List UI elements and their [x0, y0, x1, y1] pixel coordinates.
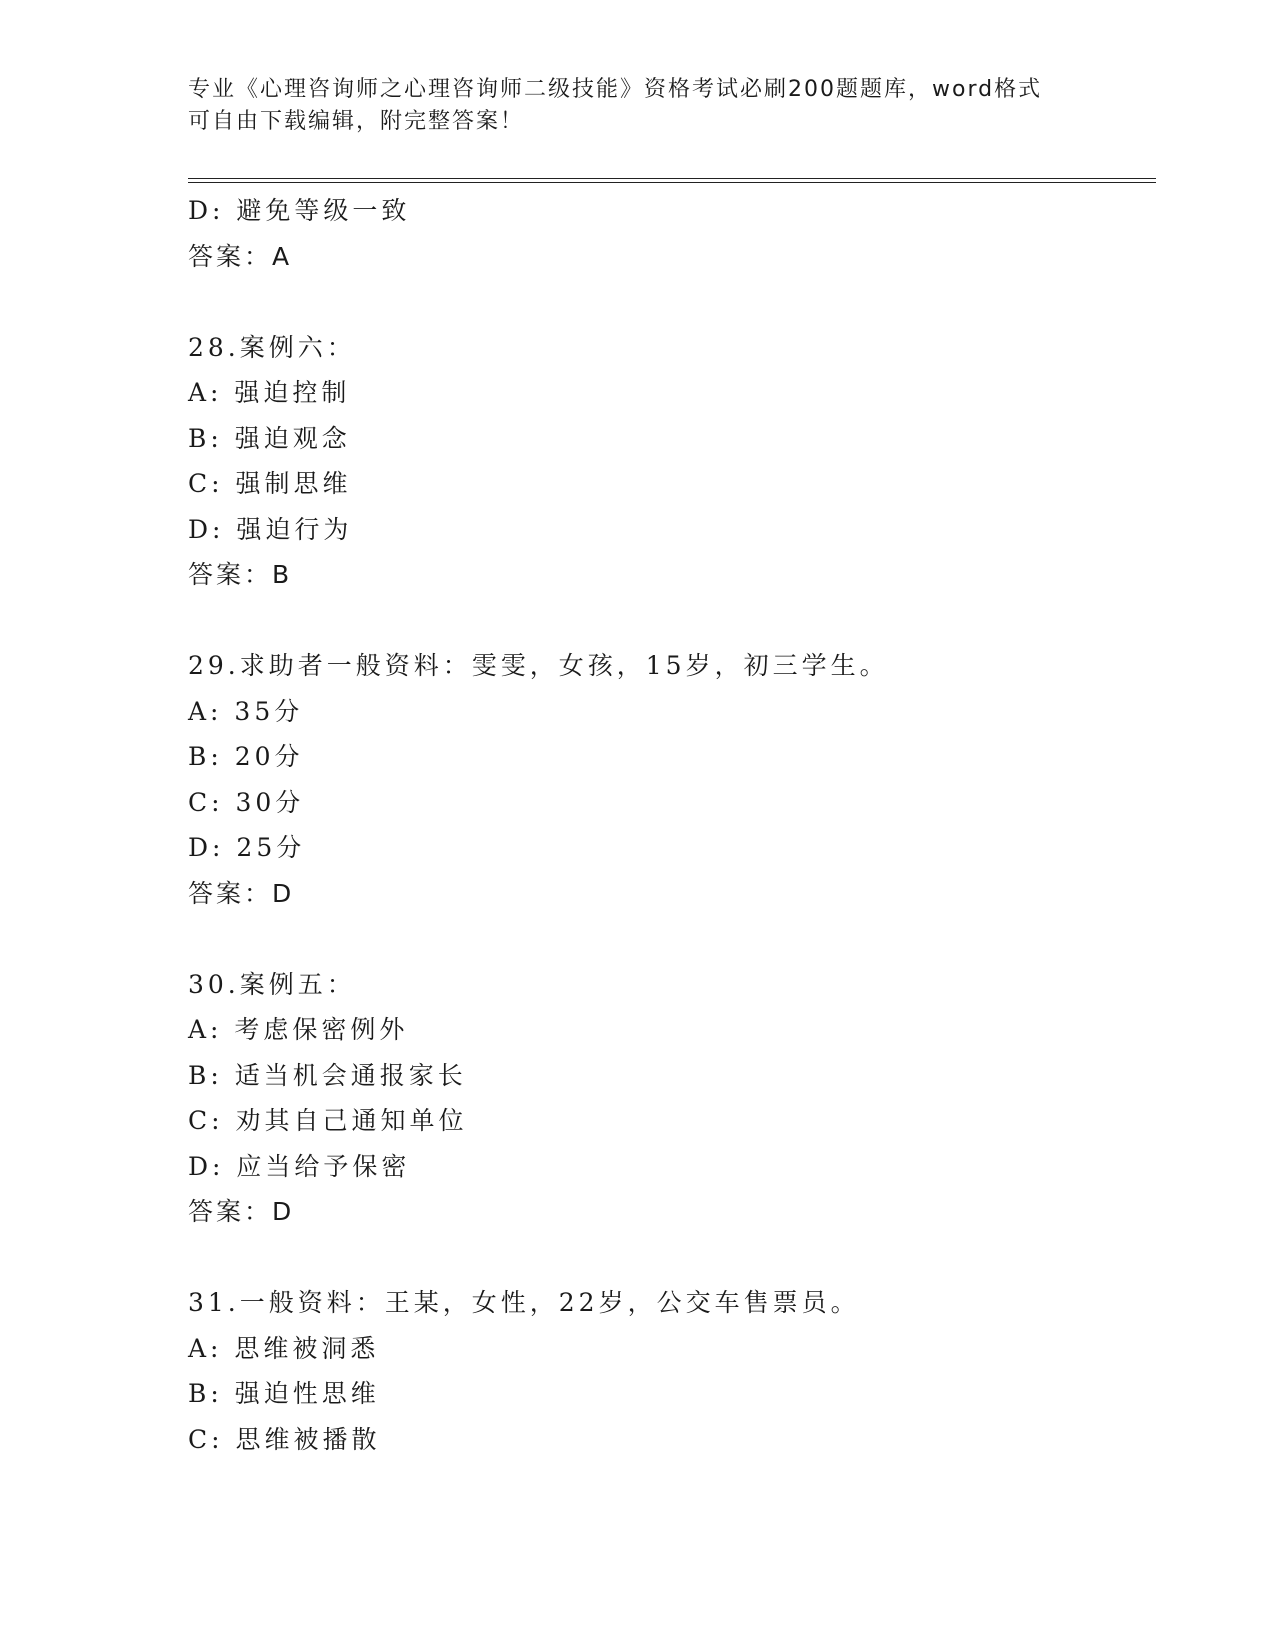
question-30-stem: 30.案例五： — [188, 969, 356, 999]
spacer — [188, 916, 1148, 962]
question-30-answer: 答案：D — [188, 1197, 295, 1226]
question-29-option-c: C: 30分 — [188, 787, 305, 817]
question-31-option-c: C: 思维被播散 — [188, 1424, 381, 1454]
question-29-stem: 29.求助者一般资料：雯雯，女孩，15岁，初三学生。 — [188, 651, 889, 680]
header-rule-top — [188, 178, 1156, 179]
question-28-option-b: B: 强迫观念 — [188, 423, 351, 453]
question-28-option-d: D: 强迫行为 — [188, 514, 353, 544]
question-28-option-a: A: 强迫控制 — [188, 378, 351, 407]
header-title-line-1: 专业《心理咨询师之心理咨询师二级技能》资格考试必刷200题题库，word格式 — [188, 77, 1043, 102]
question-28-stem: 28.案例六： — [188, 332, 356, 362]
question-28-answer: 答案：B — [188, 560, 293, 589]
question-29-option-b: B: 20分 — [188, 742, 304, 771]
spacer — [188, 1235, 1148, 1281]
spacer — [188, 279, 1148, 325]
question-29-answer: 答案：D — [188, 878, 295, 908]
document-header — [188, 74, 1088, 138]
question-29-option-a: A: 35分 — [188, 696, 304, 726]
question-30-option-d: D: 应当给予保密 — [188, 1151, 411, 1181]
prev-answer: 答案：A — [188, 241, 293, 271]
question-28-option-c: C: 强制思维 — [188, 469, 352, 498]
question-29-option-d: D: 25分 — [188, 833, 306, 862]
question-31-stem: 31.一般资料：王某，女性，22岁，公交车售票员。 — [188, 1288, 860, 1317]
question-31-option-a: A: 思维被洞悉 — [188, 1333, 380, 1363]
header-rule-bottom — [188, 182, 1156, 183]
question-30-option-c: C: 劝其自己通知单位 — [188, 1106, 468, 1135]
question-31-option-b: B: 强迫性思维 — [188, 1379, 380, 1408]
question-30-option-b: B: 适当机会通报家长 — [188, 1060, 467, 1090]
prev-option-d: D: 避免等级一致 — [188, 196, 411, 225]
spacer — [188, 598, 1148, 644]
question-30-option-a: A: 考虑保密例外 — [188, 1015, 409, 1044]
header-title-line-2: 可自由下载编辑，附完整答案！ — [188, 109, 525, 134]
question-list — [188, 188, 1148, 1462]
